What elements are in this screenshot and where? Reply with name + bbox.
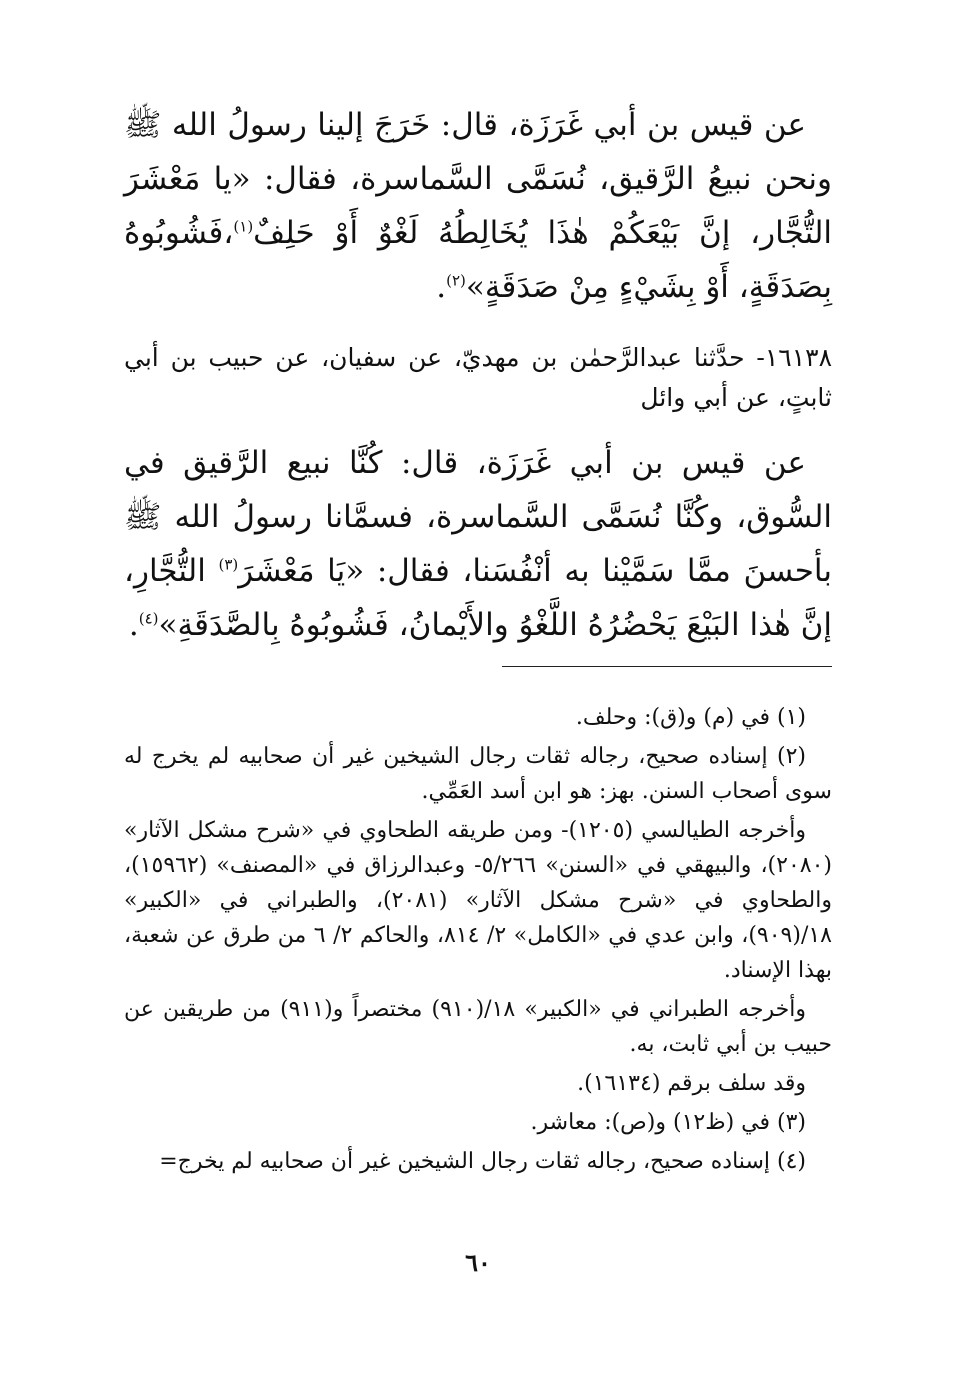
- hadith-text-1-part2: ،فَشُوبُوهُ بِصَدَقَةٍ، أَوْ بِشَيْءٍ مِنْ صَدَقَةٍ»: [124, 215, 832, 305]
- footnote-2: (٢) إسناده صحيح، رجاله ثقات رجال الشيخين غير أن صحابيه لم يخرج له سوى أصحاب السنن. بهز: هو ابن أسد العَمِّي.: [124, 744, 832, 804]
- footnote-1: (١) في (م) و(ق): وحلف.: [575, 705, 806, 730]
- hadith-text-2-end: .: [128, 607, 139, 643]
- footnote-3: (٣) في (ظ١٢) و(ص): معاشر.: [530, 1110, 806, 1135]
- hadith-text-1: [124, 98, 832, 314]
- main-text: [124, 98, 832, 670]
- footnote-2-crossref: وقد سلف برقم (١٦١٣٤).: [577, 1071, 806, 1096]
- footnote-2-sources-2: وأخرجه الطبراني في «الكبير» ١٨/(٩١٠) مختصراً و(٩١١) من طريقين عن حبيب بن أبي ثابت، به.: [124, 997, 832, 1057]
- isnad-chain: ١٦١٣٨- حدَّثنا عبدالرَّحمٰن بن مهديّ، عن سفيان، عن حبيب بن أبي ثابتٍ، عن أبي وائل: [124, 343, 832, 412]
- footnotes: [124, 700, 832, 1183]
- hadith-text-1-end: .: [436, 269, 447, 305]
- footnote-ref-3[interactable]: (٣): [218, 555, 239, 574]
- hadith-text-2-part1: عن قيس بن أبي غَرَزَة، قال: كُنَّا نبيع الرَّقيق في السُّوق، وكُنَّا نُسَمَّى السَّماسرة، فسمَّانا رسولُ الله ﷺ بأحسنَ ممَّا سَمَّيْنا به أنْفُسَنا، فقال: «يَا مَعْشَرَ: [124, 445, 832, 589]
- hadith-text-1-part1: عن قيس بن أبي غَرَزَة، قال: خَرَجَ إلينا رسولُ الله ﷺ ونحن نبيعُ الرَّقيق، نُسَمَّى السَّماسرة، فقال: «يا مَعْشَرَ التُّجَّار، إنَّ بَيْعَكُمْ هٰذَا يُخَالِطُهُ لَغْوٌ أَوْ حَلِفٌ: [124, 107, 832, 251]
- hadith-text-2-part2: التُّجَّارِ، إنَّ هٰذا البَيْعَ يَحْضُرُهُ اللَّغْوُ والأَيْمانُ، فَشُوبُوهُ بِالصَّدَقَةِ»: [124, 553, 832, 643]
- footnote-divider: [502, 666, 832, 667]
- hadith-text-2: [124, 436, 832, 652]
- footnote-2-sources: وأخرجه الطيالسي (١٢٠٥)- ومن طريقه الطحاوي في «شرح مشكل الآثار» (٢٠٨٠)، والبيهقي في «السنن» ٥/٢٦٦- وعبدالرزاق في «المصنف» (١٥٩٦٢)، والطحاوي في «شرح مشكل الآثار» (٢٠٨١)، والطبراني في «الكبير» ١٨/(٩٠٩)، وابن عدي في «الكامل» ٢/ ٨١٤، والحاكم ٢/ ٦ من طرق عن شعبة، بهذا الإسناد.: [124, 818, 832, 983]
- footnote-4: (٤) إسناده صحيح، رجاله ثقات رجال الشيخين غير أن صحابيه لم يخرج=: [159, 1149, 806, 1174]
- footnote-ref-1[interactable]: (١): [233, 217, 254, 236]
- footnote-ref-2[interactable]: (٢): [446, 271, 466, 290]
- page-number: ٦٠: [465, 1248, 491, 1277]
- footnote-ref-4[interactable]: (٤): [138, 609, 159, 628]
